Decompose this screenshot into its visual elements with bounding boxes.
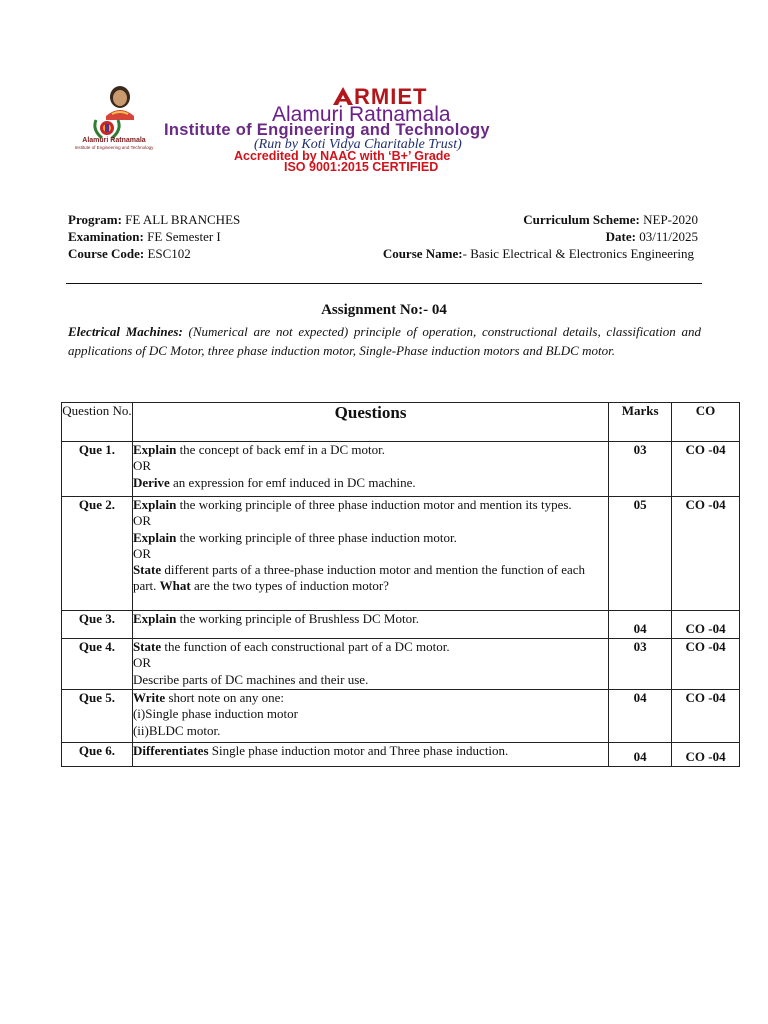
question-option: (ii)BLDC motor. (132, 722, 221, 738)
scheme-label: Curriculum Scheme: (523, 212, 640, 227)
logo-subcaption: Institute of Engineering and Technology (74, 145, 154, 150)
program-label: Program: (68, 212, 122, 227)
question-body: an expression for emf induced in DC machine. (169, 474, 416, 490)
iso-certification: ISO 9001:2015 CERTIFIED (284, 160, 439, 174)
course-name-value: - Basic Electrical & Electronics Engineering (462, 246, 694, 261)
course-name-field (383, 245, 694, 262)
question-line (133, 706, 608, 722)
question-verb: State (132, 639, 162, 654)
question-body: the working principle of Brushless DC Motor. (176, 611, 419, 626)
question-marks: 05 (609, 497, 672, 611)
or-separator: OR (132, 545, 152, 561)
question-co: CO -04 (672, 639, 740, 690)
question-line (133, 513, 608, 529)
examination-value: FE Semester I (147, 229, 221, 244)
question-line (133, 562, 608, 595)
question-number: Que 6. (62, 743, 133, 767)
question-verb: Explain (132, 442, 177, 457)
question-body: the working principle of three phase induction motor. (176, 529, 457, 545)
question-body: different parts of a three-phase induction motor and mention the function of each part. (132, 562, 586, 594)
question-co: CO -04 (672, 497, 740, 611)
question-marks: 03 (609, 442, 672, 497)
founder-emblem-icon (68, 84, 160, 144)
table-row (62, 690, 740, 743)
question-number: Que 3. (62, 611, 133, 639)
question-text (132, 743, 608, 767)
question-marks: 04 (609, 611, 672, 639)
question-body: short note on any one: (165, 690, 284, 705)
question-number: Que 4. (62, 639, 133, 690)
question-number: Que 5. (62, 690, 133, 743)
question-verb: Differentiates (132, 743, 209, 758)
question-marks: 04 (609, 743, 672, 767)
date-field (606, 228, 698, 245)
syllabus-topic: Electrical Machines: (68, 324, 183, 339)
question-text (132, 611, 608, 639)
date-label: Date: (605, 229, 636, 244)
institute-banner (68, 84, 646, 172)
question-line (133, 672, 608, 688)
question-co: CO -04 (672, 690, 740, 743)
header-co: CO (672, 403, 740, 442)
question-line (133, 442, 608, 458)
question-co: CO -04 (672, 442, 740, 497)
question-option: (i)Single phase induction motor (132, 706, 298, 722)
examination-field (68, 228, 221, 245)
table-row (62, 497, 740, 611)
header-questions: Questions (132, 403, 608, 442)
assignment-title: Assignment No:- 04 (321, 302, 447, 318)
question-verb: Explain (132, 497, 177, 512)
table-row (62, 743, 740, 767)
question-line (133, 546, 608, 562)
question-co: CO -04 (672, 743, 740, 767)
course-code-label: Course Code: (68, 246, 145, 261)
question-verb: Write (132, 690, 166, 705)
examination-label: Examination: (68, 229, 144, 244)
trust-line: (Run by Koti Vidya Charitable Trust) (254, 137, 462, 152)
question-text (132, 497, 608, 611)
table-row (62, 639, 740, 690)
or-separator: OR (132, 458, 152, 474)
question-verb: Explain (132, 529, 177, 545)
program-field (68, 211, 240, 228)
assignment-syllabus (68, 322, 701, 360)
question-marks: 03 (609, 639, 672, 690)
or-separator: OR (132, 513, 152, 529)
question-verb: What (159, 578, 191, 594)
question-body: Single phase induction motor and Three phase induction. (208, 743, 509, 758)
question-body: Describe parts of DC machines and their use. (132, 671, 369, 687)
question-line (133, 458, 608, 474)
syllabus-text: (Numerical are not expected) principle of operation, constructional details, classification and applications of DC Motor, three phase induction motor, Single-Phase induction motors and BLDC motor. (68, 324, 701, 358)
question-number: Que 2. (62, 497, 133, 611)
question-marks: 04 (609, 690, 672, 743)
institute-logo (68, 84, 160, 172)
or-separator: OR (132, 655, 152, 671)
scheme-field (523, 211, 698, 228)
table-row (62, 442, 740, 497)
questions-table (61, 402, 740, 767)
question-verb: Explain (132, 611, 177, 626)
question-line (133, 655, 608, 671)
question-verb: Derive (132, 474, 170, 490)
question-co: CO -04 (672, 611, 740, 639)
brand-text: RMIET (354, 84, 428, 109)
question-line (133, 475, 608, 491)
question-body: the concept of back emf in a DC motor. (176, 442, 385, 457)
institute-name: Alamuri Ratnamala (272, 103, 451, 126)
date-value: 03/11/2025 (639, 229, 698, 244)
question-line (133, 639, 608, 655)
header-divider (66, 283, 702, 284)
scheme-value: NEP-2020 (643, 212, 698, 227)
question-text (132, 442, 608, 497)
question-text (132, 639, 608, 690)
question-line (133, 611, 608, 627)
question-body: are the two types of induction motor? (190, 578, 389, 594)
course-name-label: Course Name: (382, 246, 463, 261)
question-body: the function of each constructional part of a DC motor. (161, 639, 450, 654)
question-verb: State (132, 562, 162, 578)
question-line (133, 743, 608, 759)
question-line (133, 723, 608, 739)
question-line (133, 530, 608, 546)
question-number: Que 1. (62, 442, 133, 497)
course-code-value: ESC102 (147, 246, 191, 261)
program-value: FE ALL BRANCHES (125, 212, 241, 227)
institute-fullname: Institute of Engineering and Technology (164, 121, 490, 139)
question-text (132, 690, 608, 743)
table-row (62, 611, 740, 639)
course-code-field (68, 245, 191, 262)
naac-accreditation: Accredited by NAAC with ‘B+’ Grade (234, 149, 451, 163)
table-header-row (62, 403, 740, 442)
logo-caption: Alamuri Ratnamala (82, 137, 146, 144)
question-body: the working principle of three phase induction motor and mention its types. (176, 497, 572, 512)
question-line (133, 690, 608, 706)
header-question-no: Question No. (62, 403, 133, 442)
question-line (133, 497, 608, 513)
header-marks: Marks (609, 403, 672, 442)
